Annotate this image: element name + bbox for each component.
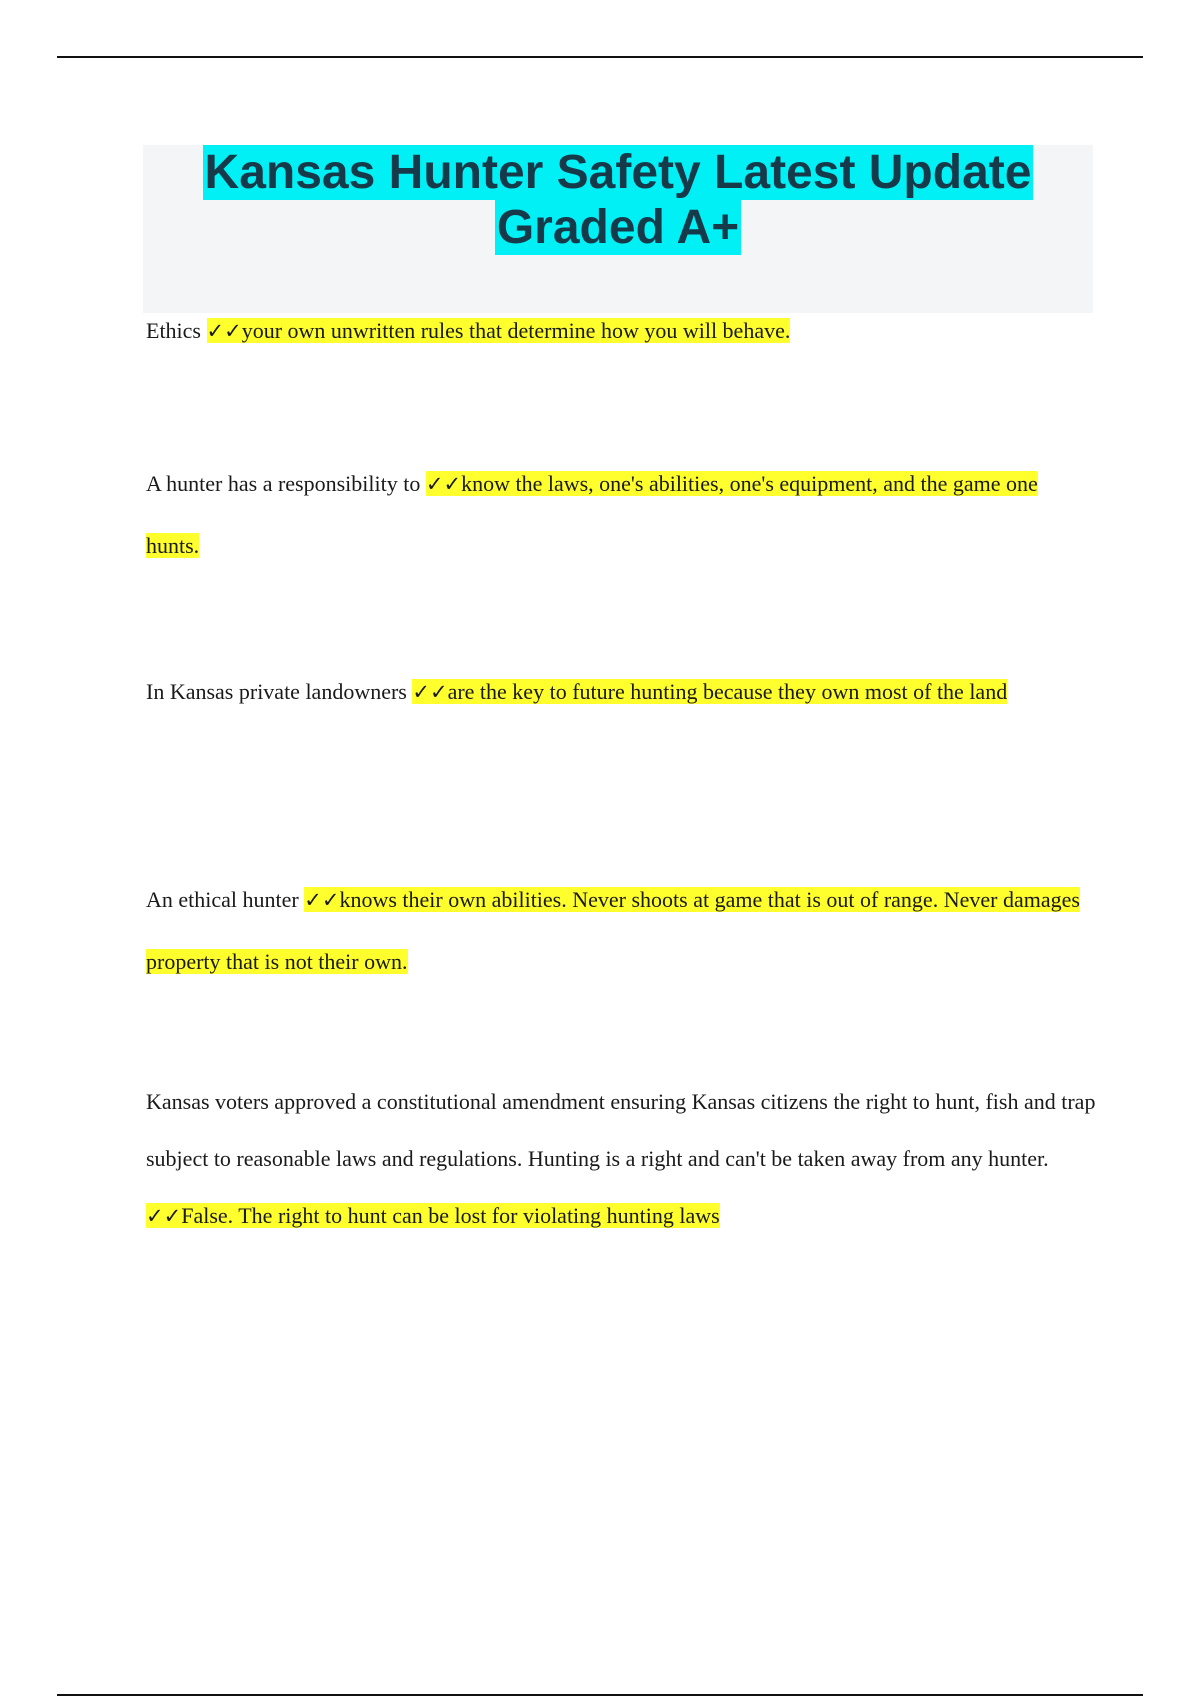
page-title (143, 145, 1093, 255)
answer-text: your own unwritten rules that determine how you will behave. (241, 318, 791, 343)
qa-item-ethics (146, 300, 1096, 362)
answer-highlight (146, 1203, 720, 1228)
question-text: Ethics (146, 318, 207, 343)
check-marks: ✓✓ (304, 888, 340, 912)
answer-highlight (207, 318, 791, 343)
bottom-rule (57, 1694, 1143, 1696)
question-text: Kansas voters approved a constitutional amendment ensuring Kansas citizens the right to hunt, fish and trap subject to reasonable laws and regulations. Hunting is a right and can't be taken away from any hunter. (146, 1089, 1096, 1171)
check-marks: ✓✓ (412, 680, 448, 704)
check-marks: ✓✓ (425, 472, 462, 496)
qa-item-constitutional-amendment (146, 1073, 1096, 1245)
check-marks: ✓✓ (206, 319, 242, 343)
qa-item-landowners (146, 661, 1096, 723)
qa-item-ethical-hunter (146, 869, 1096, 992)
title-line-2: Graded A+ (496, 201, 740, 254)
check-marks: ✓✓ (146, 1204, 182, 1228)
title-line-1: Kansas Hunter Safety Latest Update (204, 146, 1032, 199)
question-text: A hunter has a responsibility to (146, 471, 426, 496)
top-rule (57, 56, 1143, 58)
question-text: In Kansas private landowners (146, 679, 413, 704)
answer-text: are the key to future hunting because they own most of the land (447, 679, 1008, 704)
answer-text: False. The right to hunt can be lost for violating hunting laws (181, 1203, 720, 1228)
answer-text: know the laws, one's abilities, one's equipment, and the game one hunts. (146, 471, 1038, 558)
answer-text: knows their own abilities. Never shoots at game that is out of range. Never damages property that is not their own. (146, 887, 1080, 974)
question-text: An ethical hunter (146, 887, 305, 912)
qa-item-responsibility (146, 453, 1096, 576)
answer-highlight (412, 679, 1007, 704)
title-block (143, 145, 1093, 313)
